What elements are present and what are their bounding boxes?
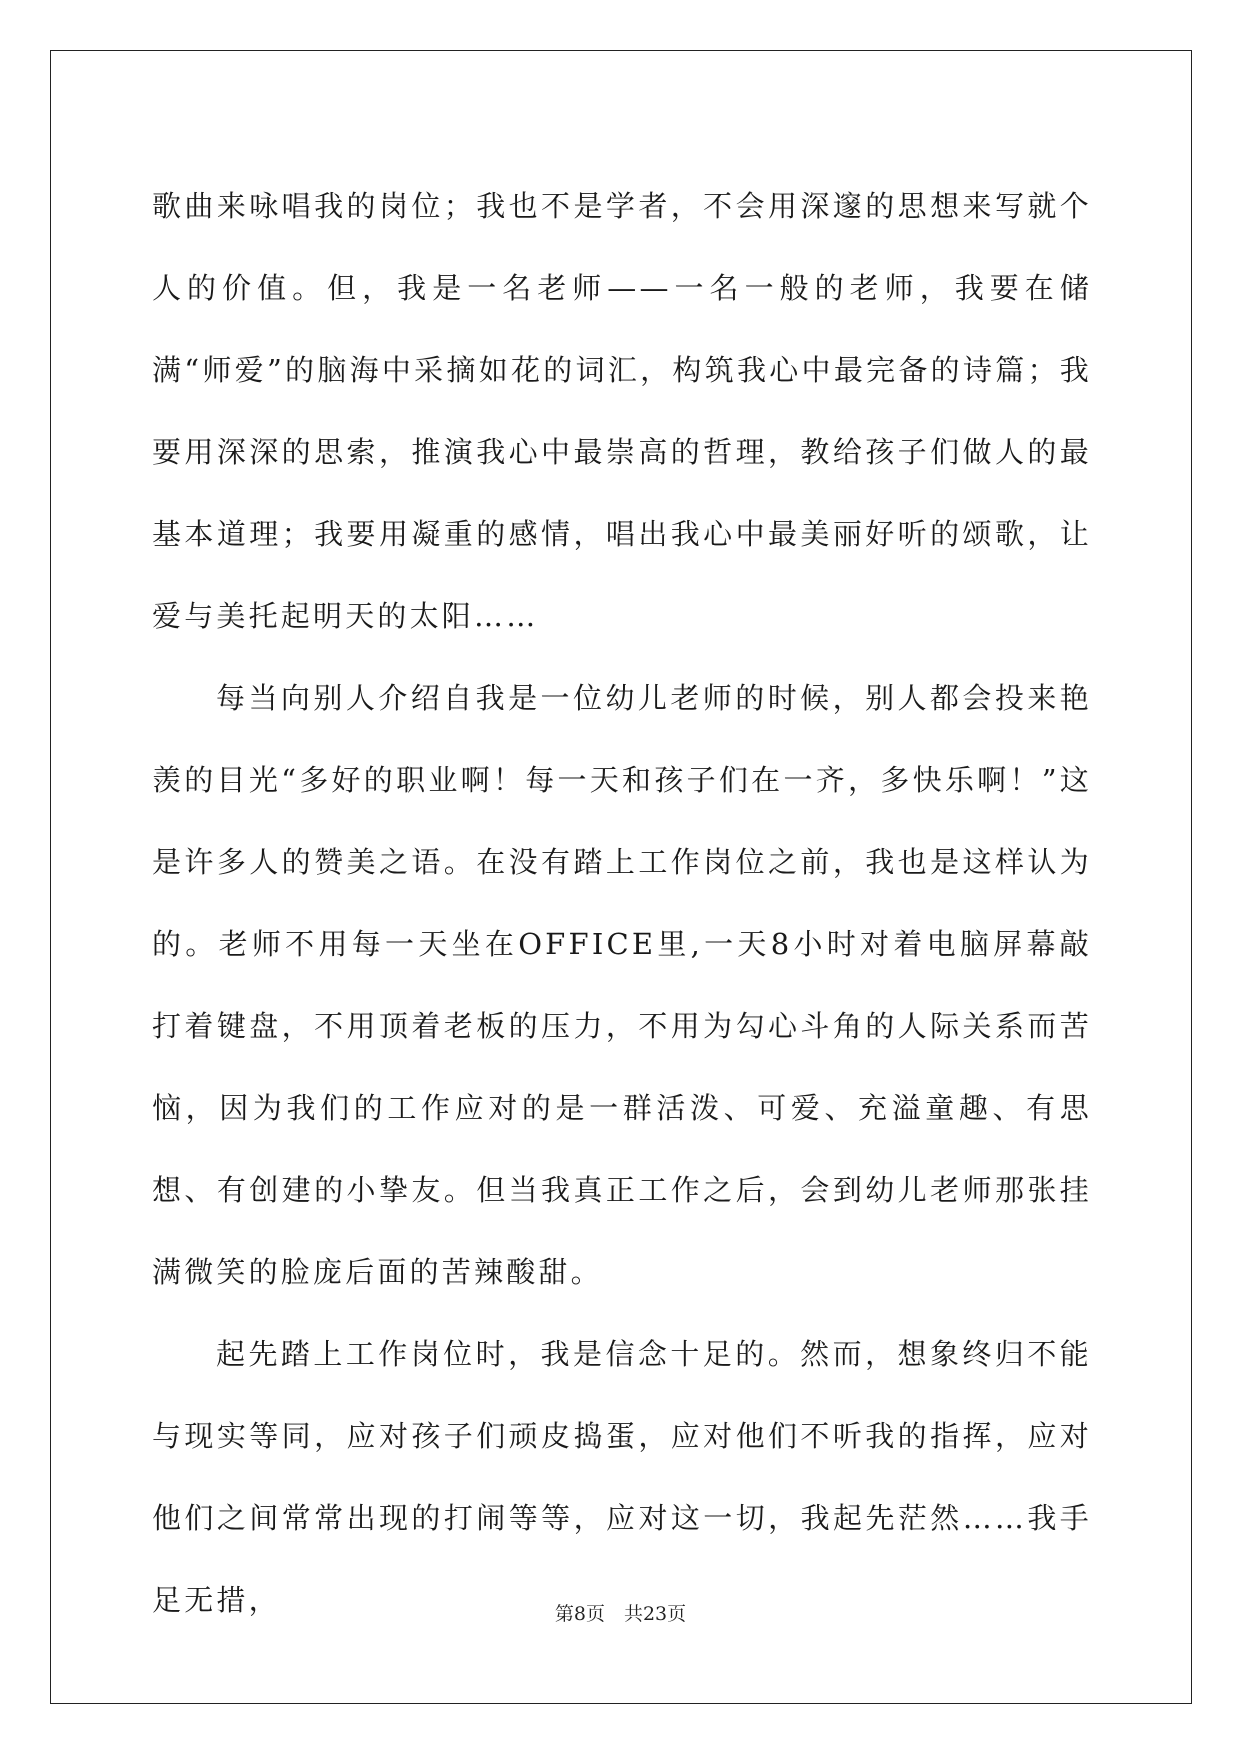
paragraph-3: 起先踏上工作岗位时，我是信念十足的。然而，想象终归不能与现实等同，应对孩子们顽皮捣蛋，应对他们不听我的指挥，应对他们之间常常出现的打闹等等，应对这一切，我起先茫然……我手足无措， <box>152 1337 1092 1617</box>
page-number-footer: 第8页 共23页 <box>554 1603 687 1625</box>
paragraph-2: 每当向别人介绍自我是一位幼儿老师的时候，别人都会投来艳羡的目光“多好的职业啊！每一天和孩子们在一齐，多快乐啊！”这是许多人的赞美之语。在没有踏上工作岗位之前，我也是这样认为的。老师不用每一天坐在OFFICE里,一天8小时对着电脑屏幕敲打着键盘，不用顶着老板的压力，不用为勾心斗角的人际关系而苦恼，因为我们的工作应对的是一群活泼、可爱、充溢童趣、有思想、有创建的小挚友。但当我真正工作之后，会到幼儿老师那张挂满微笑的脸庞后面的苦辣酸甜。 <box>152 681 1092 1289</box>
document-body <box>152 165 1092 1641</box>
paragraph-1: 歌曲来咏唱我的岗位；我也不是学者，不会用深邃的思想来写就个人的价值。但，我是一名老师——一名一般的老师，我要在储满“师爱”的脑海中采摘如花的词汇，构筑我心中最完备的诗篇；我要用深深的思索，推演我心中最崇高的哲理，教给孩子们做人的最基本道理；我要用凝重的感情，唱出我心中最美丽好听的颂歌，让爱与美托起明天的太阳…… <box>152 189 1092 633</box>
